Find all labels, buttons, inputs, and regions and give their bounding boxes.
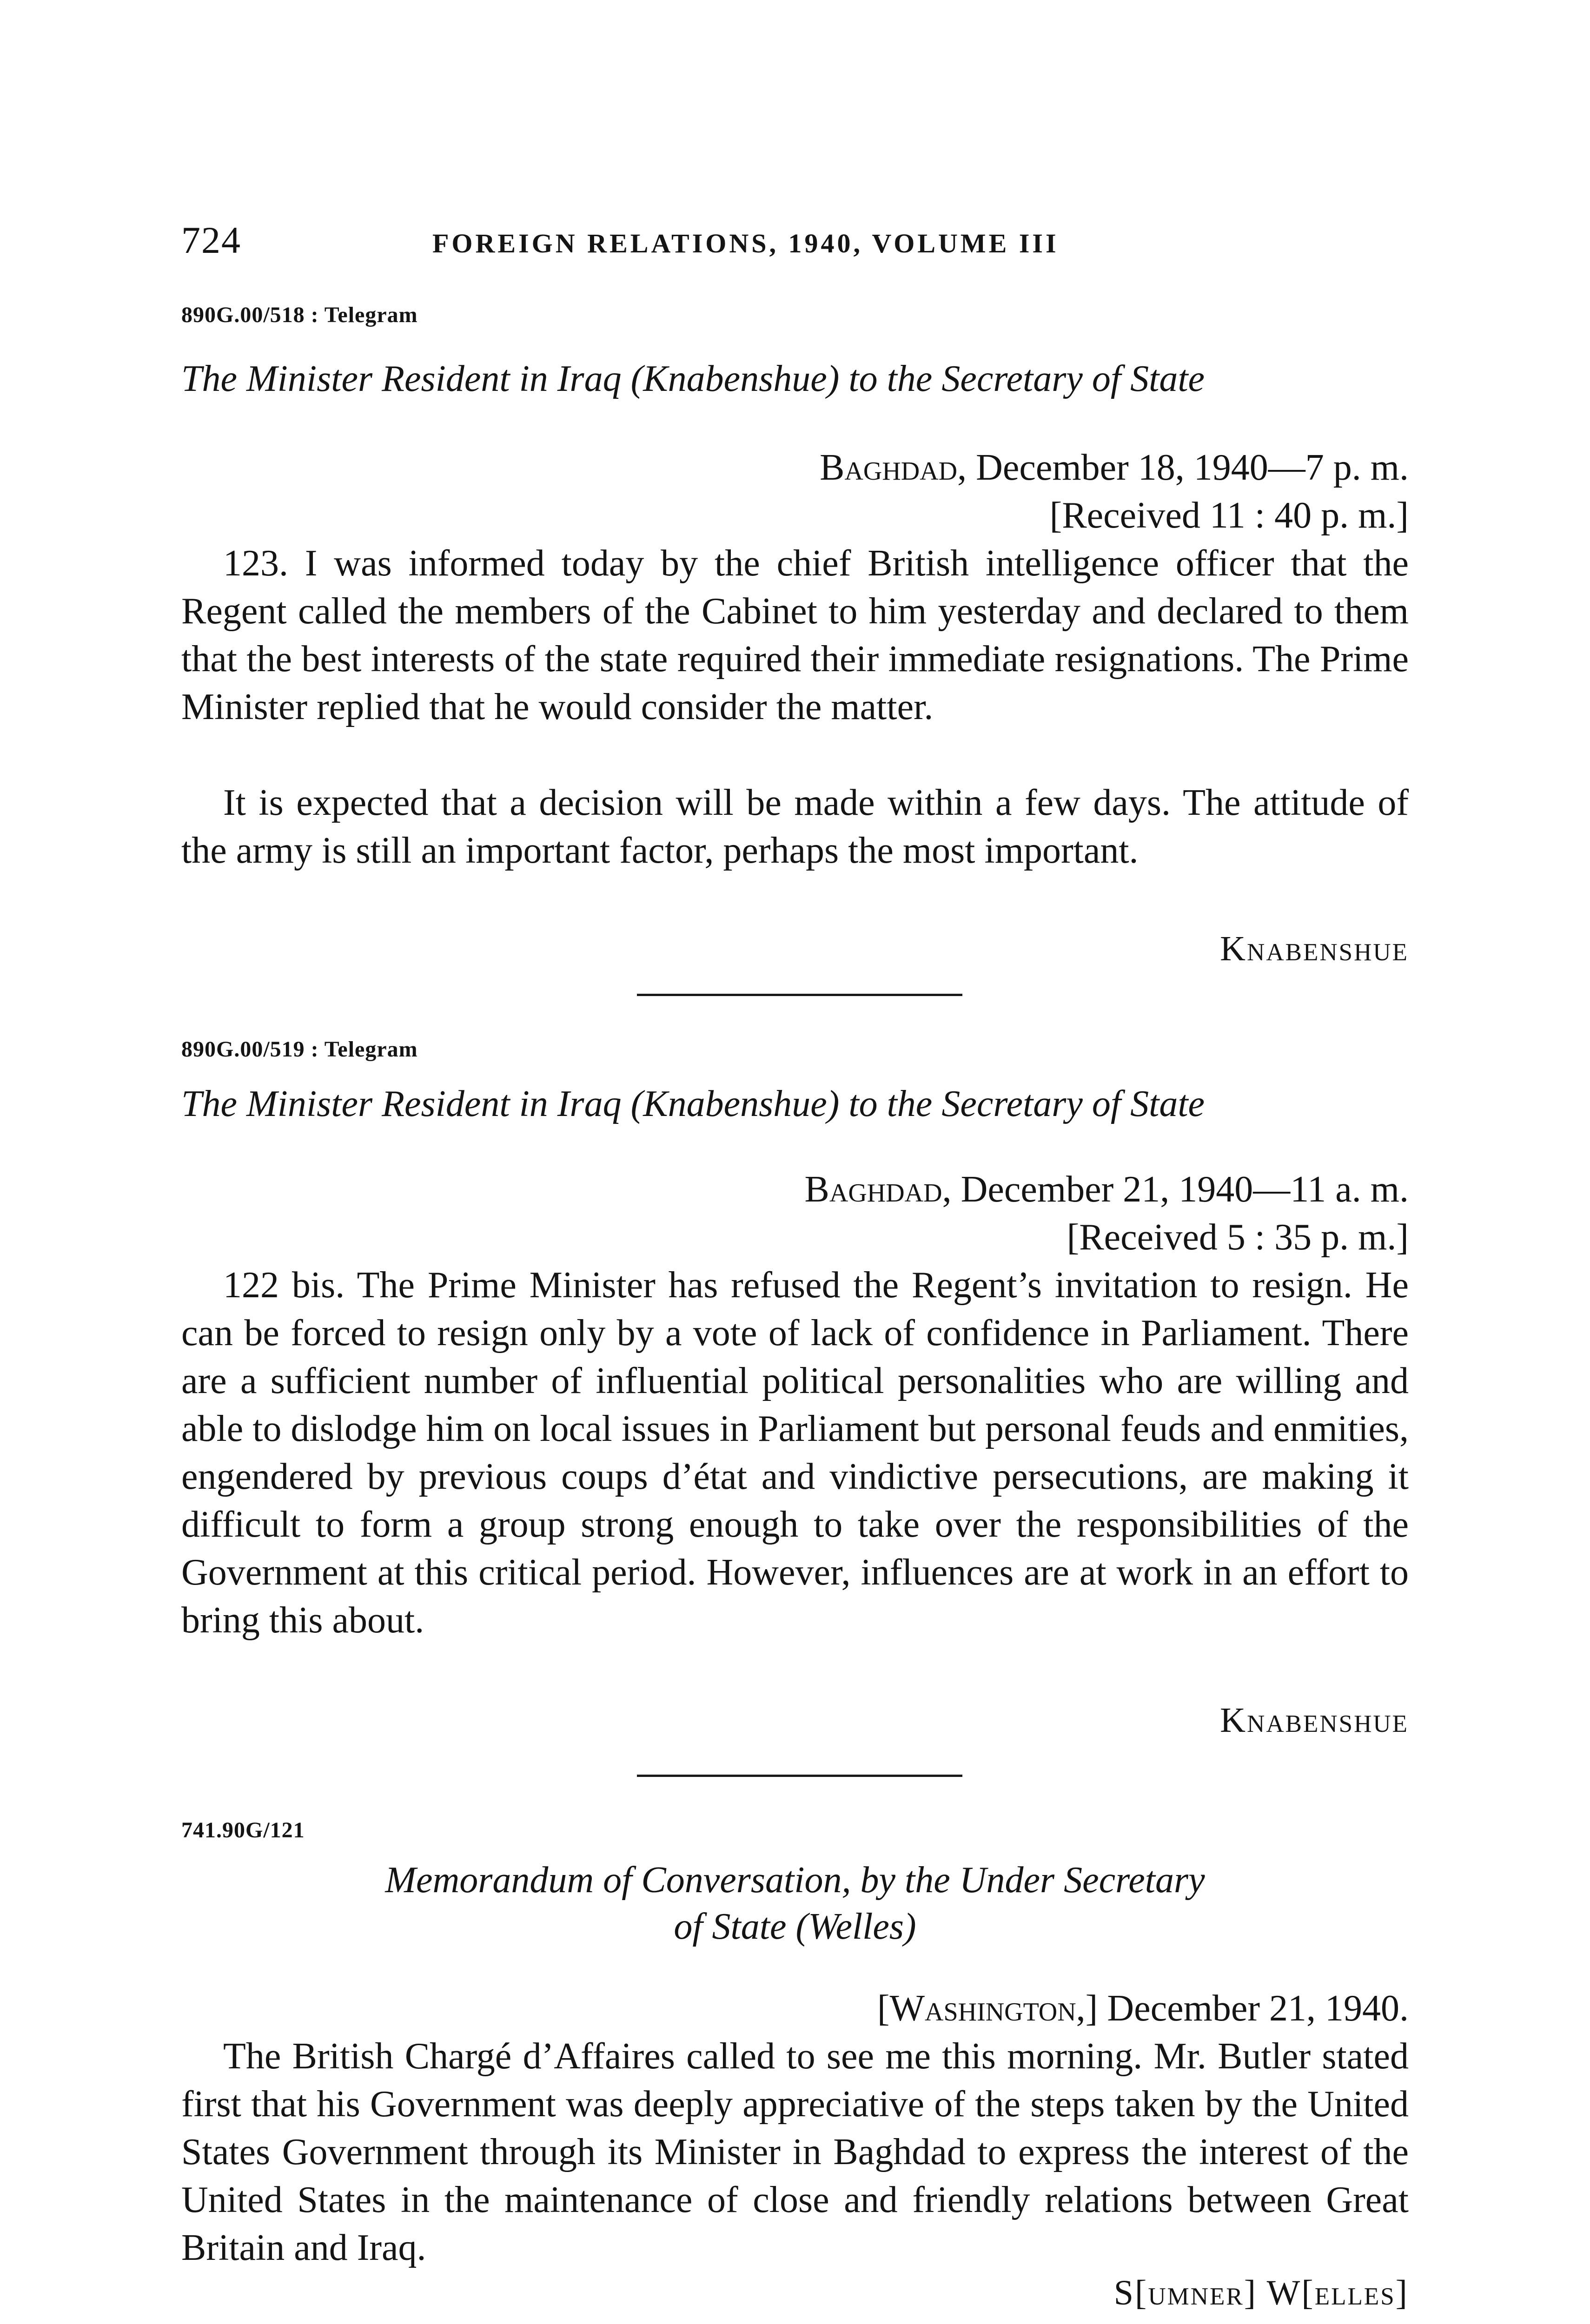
dateline-3: [877, 1985, 1409, 2033]
paragraph-2-1: 122 bis. The Prime Minister has refused the Regent’s invitation to resign. He can be forced to resign only by a vote of lack of confidence in Parliament. There are a sufficient number of influential political personalities who are willing and able to dislodge him on local issues in Parliament but personal feuds and enmities, engendered by previous coups d’état and vindictive persecutions, are making it difficult to form a group strong enough to take over the responsibilities of the Government at this critical period. However, influences are at work in an effort to bring this about.: [181, 1265, 1409, 1641]
dateline-date-1: , December 18, 1940—7 p. m.: [957, 447, 1409, 488]
file-number-2: 890G.00/519 : Telegram: [181, 1037, 418, 1062]
section-divider-2: [637, 1775, 962, 1777]
received-line-1: [Received 11 : 40 p. m.]: [1049, 495, 1409, 536]
dateline-date-2: , December 21, 1940—11 a. m.: [942, 1169, 1409, 1210]
paragraph-3-1: The British Chargé d’Affaires called to see me this morning. Mr. Butler stated first that his Government was deeply appreciative of the steps taken by the United States Government through its Minister in Baghdad to express the interest of the United States in the maintenance of close and friendly relations between Great Britain and Iraq.: [181, 2036, 1409, 2268]
signature-1: Knabenshue: [1220, 929, 1409, 968]
running-title: FOREIGN RELATIONS, 1940, VOLUME III: [432, 228, 1059, 258]
dateline-date-3: December 21, 1940.: [1098, 1988, 1409, 2029]
dateline-place-1: Baghdad: [820, 447, 958, 488]
document-title-3-line-2: of State (Welles): [674, 1906, 916, 1947]
running-header: [181, 218, 1409, 270]
paragraph-1-1: 123. I was informed today by the chief British intelligence officer that the Regent called the members of the Cabinet to him yesterday and declared to them that the best interests of the state required their immediate resignations. The Prime Minister replied that he would consider the matter.: [181, 543, 1409, 727]
dateline-2: [805, 1166, 1409, 1214]
document-title-3-line-1: Memorandum of Conversation, by the Under Secretary: [385, 1860, 1205, 1901]
paragraph-1-2: It is expected that a decision will be made within a few days. The attitude of the army is still an important factor, perhaps the most important.: [181, 782, 1409, 871]
document-title-3: [181, 1857, 1409, 1950]
file-number-3: 741.90G/121: [181, 1818, 305, 1842]
section-divider-1: [637, 994, 962, 996]
document-title-2: The Minister Resident in Iraq (Knabenshue) to the Secretary of State: [181, 1083, 1205, 1124]
document-title-1: The Minister Resident in Iraq (Knabenshue) to the Secretary of State: [181, 358, 1205, 399]
dateline-place-3: [Washington,]: [877, 1988, 1098, 2029]
dateline-place-2: Baghdad: [804, 1169, 942, 1210]
dateline-1: [820, 444, 1409, 492]
signature-2: Knabenshue: [1220, 1701, 1409, 1740]
signature-3: S[umner] W[elles]: [1113, 2273, 1409, 2312]
file-number-1: 890G.00/518 : Telegram: [181, 303, 418, 327]
page-number: 724: [181, 219, 241, 261]
received-line-2: [Received 5 : 35 p. m.]: [1067, 1217, 1409, 1258]
